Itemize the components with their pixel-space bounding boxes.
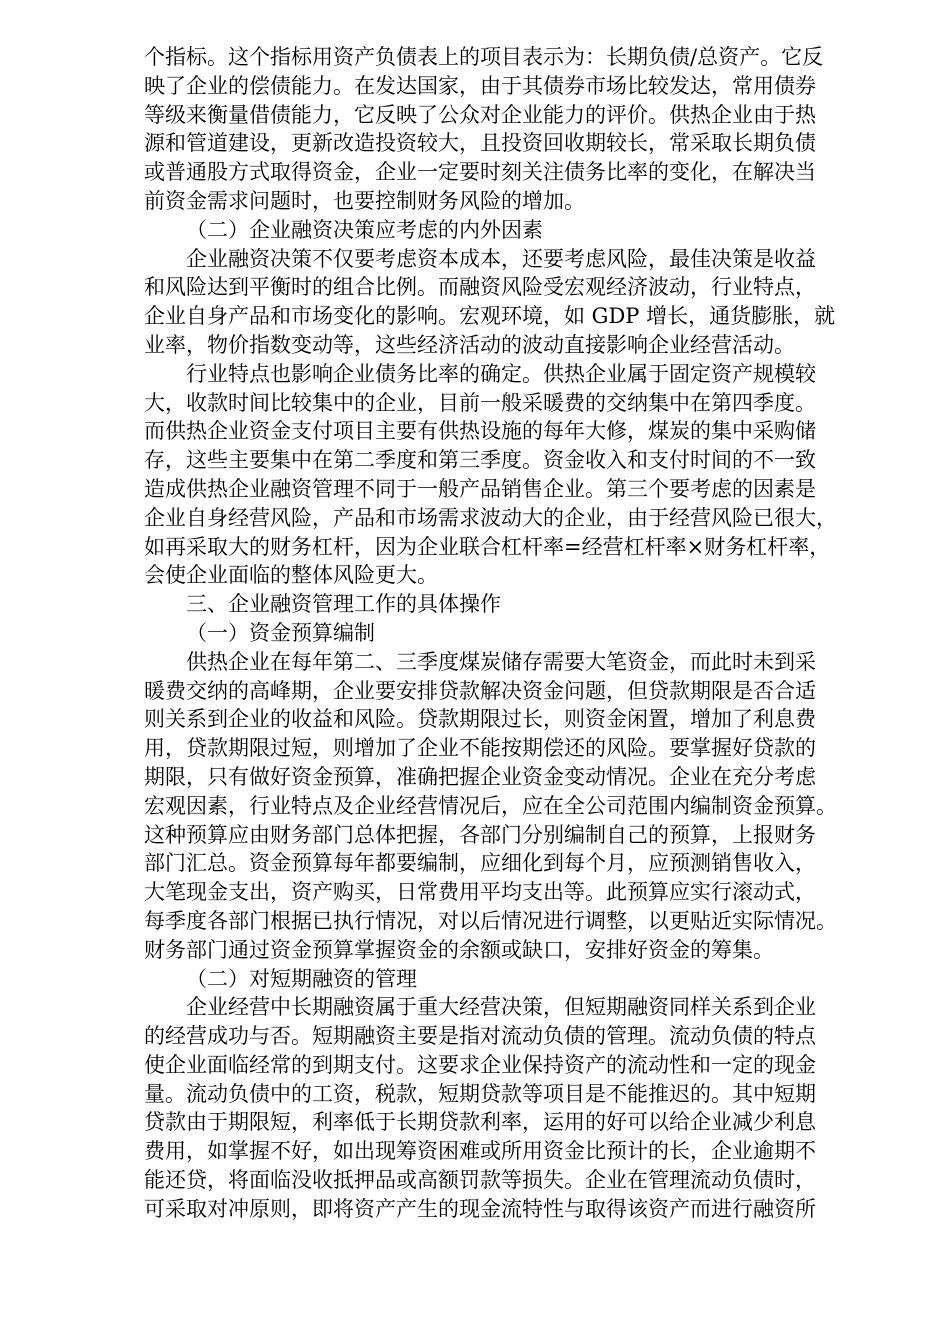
text-line: 企业自身产品和市场变化的影响。宏观环境，如 GDP 增长，通货膨胀，就 [144, 304, 836, 329]
text-line: 和风险达到平衡时的组合比例。而融资风险受宏观经济波动，行业特点， [144, 275, 816, 300]
text-line: 前资金需求问题时，也要控制财务风险的增加。 [144, 188, 585, 213]
paragraph-first-line: 企业融资决策不仅要考虑资本成本，还要考虑风险，最佳决策是收益 [186, 246, 816, 271]
subsection-heading: （二）对短期融资的管理 [186, 966, 417, 991]
text-line: 映了企业的偿债能力。在发达国家，由于其债券市场比较发达，常用债券 [144, 73, 816, 98]
text-line: 用，贷款期限过短，则增加了企业不能按期偿还的风险。要掌握好贷款的 [144, 736, 816, 761]
text-line: 暖费交纳的高峰期，企业要安排贷款解决资金问题，但贷款期限是否合适 [144, 678, 816, 703]
text-line: 贷款由于期限短，利率低于长期贷款利率，运用的好可以给企业减少利息 [144, 1110, 816, 1135]
text-line: 等级来衡量借债能力，它反映了公众对企业能力的评价。供热企业由于热 [144, 102, 816, 127]
text-line: 或普通股方式取得资金，企业一定要时刻关注债务比率的变化，在解决当 [144, 160, 816, 185]
text-line: 大，收款时间比较集中的企业，目前一般采暖费的交纳集中在第四季度。 [144, 390, 816, 415]
text-line: 每季度各部门根据已执行情况，对以后情况进行调整，以更贴近实际情况。 [144, 908, 837, 933]
text-line: 大笔现金支出，资产购买，日常费用平均支出等。此预算应实行滚动式， [144, 880, 816, 905]
text-line: 如再采取大的财务杠杆，因为企业联合杠杆率=经营杠杆率×财务杠杆率， [144, 534, 831, 559]
text-line: 的经营成功与否。短期融资主要是指对流动负债的管理。流动负债的特点 [144, 1024, 816, 1049]
text-line: 企业自身经营风险，产品和市场需求波动大的企业，由于经营风险已很大， [144, 505, 837, 530]
text-line: 量。流动负债中的工资，税款，短期贷款等项目是不能推迟的。其中短期 [144, 1081, 816, 1106]
text-line: 而供热企业资金支付项目主要有供热设施的每年大修，煤炭的集中采购储 [144, 419, 816, 444]
text-line: 财务部门通过资金预算掌握资金的余额或缺口，安排好资金的筹集。 [144, 937, 774, 962]
text-line: 使企业面临经常的到期支付。这要求企业保持资产的流动性和一定的现金 [144, 1052, 816, 1077]
text-line: 会使企业面临的整体风险更大。 [144, 563, 438, 588]
paragraph-first-line: 企业经营中长期融资属于重大经营决策，但短期融资同样关系到企业 [186, 995, 816, 1020]
subsection-heading: （一）资金预算编制 [186, 620, 375, 645]
text-line: 费用，如掌握不好，如出现筹资困难或所用资金比预计的长，企业逾期不 [144, 1139, 816, 1164]
text-line: 可采取对冲原则，即将资产产生的现金流特性与取得该资产而进行融资所 [144, 1196, 816, 1221]
text-line: 则关系到企业的收益和风险。贷款期限过长，则资金闲置，增加了利息费 [144, 707, 816, 732]
text-line: 个指标。这个指标用资产负债表上的项目表示为：长期负债/总资产。它反 [144, 45, 824, 69]
text-line: 能还贷，将面临没收抵押品或高额罚款等损失。企业在管理流动负债时， [144, 1168, 816, 1193]
text-line: 宏观因素，行业特点及企业经营情况后，应在全公司范围内编制资金预算。 [144, 793, 837, 818]
paragraph-first-line: 供热企业在每年第二、三季度煤炭储存需要大笔资金，而此时未到采 [186, 649, 816, 674]
paragraph-first-line: 行业特点也影响企业债务比率的确定。供热企业属于固定资产规模较 [186, 361, 816, 386]
text-line: 业率，物价指数变动等，这些经济活动的波动直接影响企业经营活动。 [144, 332, 795, 357]
text-line: 部门汇总。资金预算每年都要编制，应细化到每个月，应预测销售收入， [144, 851, 816, 876]
text-line: 存，这些主要集中在第二季度和第三季度。资金收入和支付时间的不一致 [144, 448, 816, 473]
section-heading: 三、企业融资管理工作的具体操作 [186, 592, 501, 617]
text-line: 期限，只有做好资金预算，准确把握企业资金变动情况。企业在充分考虑 [144, 764, 816, 789]
text-line: 这种预算应由财务部门总体把握，各部门分别编制自己的预算，上报财务 [144, 822, 816, 847]
text-line: 源和管道建设，更新改造投资较大，且投资回收期较长，常采取长期负债 [144, 131, 816, 156]
text-line: 造成供热企业融资管理不同于一般产品销售企业。第三个要考虑的因素是 [144, 476, 816, 501]
subsection-heading: （二）企业融资决策应考虑的内外因素 [186, 217, 543, 242]
document-body [144, 43, 869, 1224]
